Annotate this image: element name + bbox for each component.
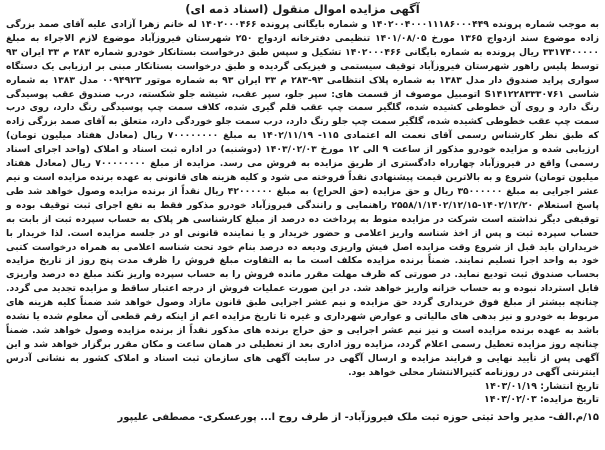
publish-date-label: تاریخ انتشار: bbox=[540, 380, 599, 392]
auction-date-line bbox=[6, 393, 599, 406]
signature-line: ۱۵/م.الف- مدیر واحد ثبتی حوزه ثبت ملک فیروزآباد- از طرف روح ا... پورعسکری- مصطفی علیپور bbox=[117, 411, 599, 423]
auction-date: ۱۴۰۳/۰۲/۰۳ bbox=[484, 393, 537, 405]
notice-title: آگهی مزایده اموال منقول (اسناد ذمه ای) bbox=[185, 2, 420, 16]
publish-date-line bbox=[6, 380, 599, 393]
auction-date-label: تاریخ مزایده: bbox=[539, 393, 599, 405]
notice-body: به موجب شماره پرونده ۱۴۰۲۰۰۴۰۰۰۱۱۱۸۶۰۰۰۴۴۹ و شماره بایگانی پرونده ۱۴۰۲۰۰۰۴۶۶ له خانم زهرا آزادی علیه آقای صمد بزرگی زاده موضوع سند ازدواج ۱۳۶۵ مورخ ۱۴۰۱/۰۸/۰۵ تنظیمی دفترخانه ازدواج ۲۵۰ شهرستان فیروزآباد موضوع لازم الاجراء به مبلغ ۳۳۱۷۴۰۰۰۰۰ ریال پرونده به شماره بایگانی ۱۴۰۲۰۰۰۴۶۶ تشکیل و سپس طبق درخواست بستانکار خودرو شماره ۲۸۳ م ۳۳ ایران ۹۳ توسط پلیس راهور شهرستان فیروزآباد توقیف سیستمی و فیزیکی گردیده و طبق درخواست بستانکار مبنی بر ارزیابی یک دستگاه سواری پراید صندوق دار مدل ۱۳۸۳ به شماره پلاک انتظامی ۹۳-۲۸۳ م ۳۳ ایران ۹۳ به شماره موتور ۰۰۹۴۹۲۳ مدل ۱۳۸۳ به شماره شاسی S۱۴۱۲۲۸۳۳۳۰۷۶۱ اتومبیل موصوف از قسمت های: سپر جلو، سپر عقب، شیشه جلو شکسته، درب صندوق عقب پوسیدگی رنگ دارد و روی آن خطوطی کشیده شده، گلگیر سمت چپ عقب قلم گیری شده، کلاف سمت چپ پوسیدگی رنگ دارد، روی درب سمت چپ عقب خطوطی کشیده شده، گلگیر سمت چپ جلو رنگ دارد، درب سمت جلو خوردگی دارد، متعلق به آقای صمد بزرگی زاده که طبق نظر کارشناس رسمی آقای نعمت اله اعتمادی ۱۱۵- ۱۴۰۲/۱۱/۱۹ به مبلغ ۷۰۰۰۰۰۰۰۰ ریال (معادل هفتاد میلیون تومان) ارزیابی شده و مزایده خودرو مذکور از ساعت ۹ الی ۱۲ مورخ ۱۴۰۳/۰۲/۰۳ (دوشنبه) در اداره ثبت اسناد و املاک (واحد اجرای اسناد رسمی) واقع در فیروزآباد چهارراه دادگستری از طریق مزایده به فروش می رسد. مزایده از مبلغ ۷۰۰۰۰۰۰۰۰ ریال (معادل هفتاد میلیون تومان) شروع و به بالاترین قیمت پیشنهادی نقداً فروخته می شود و کلیه هزینه های قانونی به عهده برنده مزایده است و نیم عشر اجرایی به مبلغ ۳۵۰۰۰۰۰۰ ریال و حق مزایده (حق الحراج) به مبلغ ۴۲۰۰۰۰۰۰ ریال نقداً از برنده مزایده وصول خواهد شد طی پاسخ استعلام ۱۴۰۲/۱۲/۲۰-۲۵۵۸/۱/۱۴۰۲/۱۲/۱۵ راهنمایی و رانندگی فیروزآباد خودرو مذکور فقط به نفع اجرای ثبت توقیف بوده و توقیفی دیگر نداشته است شرکت در مزایده منوط به پرداخت ده درصد از مبلغ کارشناسی هر پلاک به حساب سپرده ثبت از بابت به حساب سپرده ثبت و پس از اخذ شناسه واریز اعلامی و حضور خریدار و یا نماینده قانونی او در جلسه مزایده است. لذا خریدار با خریداران باید قبل از شروع وقت مزایده اصل فیش واریزی ودیعه ده درصد بنام خود تحت شناسه اعلامی به همراه درخواست کتبی خود به واحد اجرا تسلیم نمایند. ضمناً برنده مزایده مکلف است ما به التفاوت مبلغ فروش را ظرف مدت پنج روز از تاریخ مزایده بحساب صندوق ثبت تودیع نماید. در صورتی که ظرف مهلت مقرر مانده فروش را به حساب سپرده واریز نکند مبلغ ده درصد واریزی قابل استرداد نبوده و به حساب خزانه واریز خواهد شد. در این صورت عملیات فروش از درجه اعتبار ساقط و مزایده تجدید می گردد. چنانچه بیشتر از مبلغ فوق خریداری گردد حق مزایده و نیم عشر اجرایی طبق قانون مازاد وصول خواهد شد ضمناً کلیه هزینه های مربوط به خودرو و نیز بدهی های مالیاتی و عوارض شهرداری و غیره تا تاریخ مزایده اعم از اینکه رقم قطعی آن معلوم شده یا نشده باشد به عهده برنده مزایده است و نیز نیم عشر اجرایی و حق حراج برنده های مذکور نقداً از برنده مزایده وصول خواهد شد. ضمناً چنانچه روز مزایده تعطیل رسمی اعلام گردد، مزایده روز اداری بعد از تعطیلی در همان ساعت و مکان مقرر برگزار خواهد شد و این آگهی پس از تأیید نهایی و فرایند مزایده و ارسال آگهی در سایت آگهی های سازمان ثبت اسناد و املاک کشور به نشانی آدرس اینترنتی آگهی در روزنامه کثیرالانتشار محلی خواهد بود. bbox=[6, 19, 600, 378]
publish-date: ۱۴۰۳/۰۱/۱۹ bbox=[484, 380, 537, 392]
